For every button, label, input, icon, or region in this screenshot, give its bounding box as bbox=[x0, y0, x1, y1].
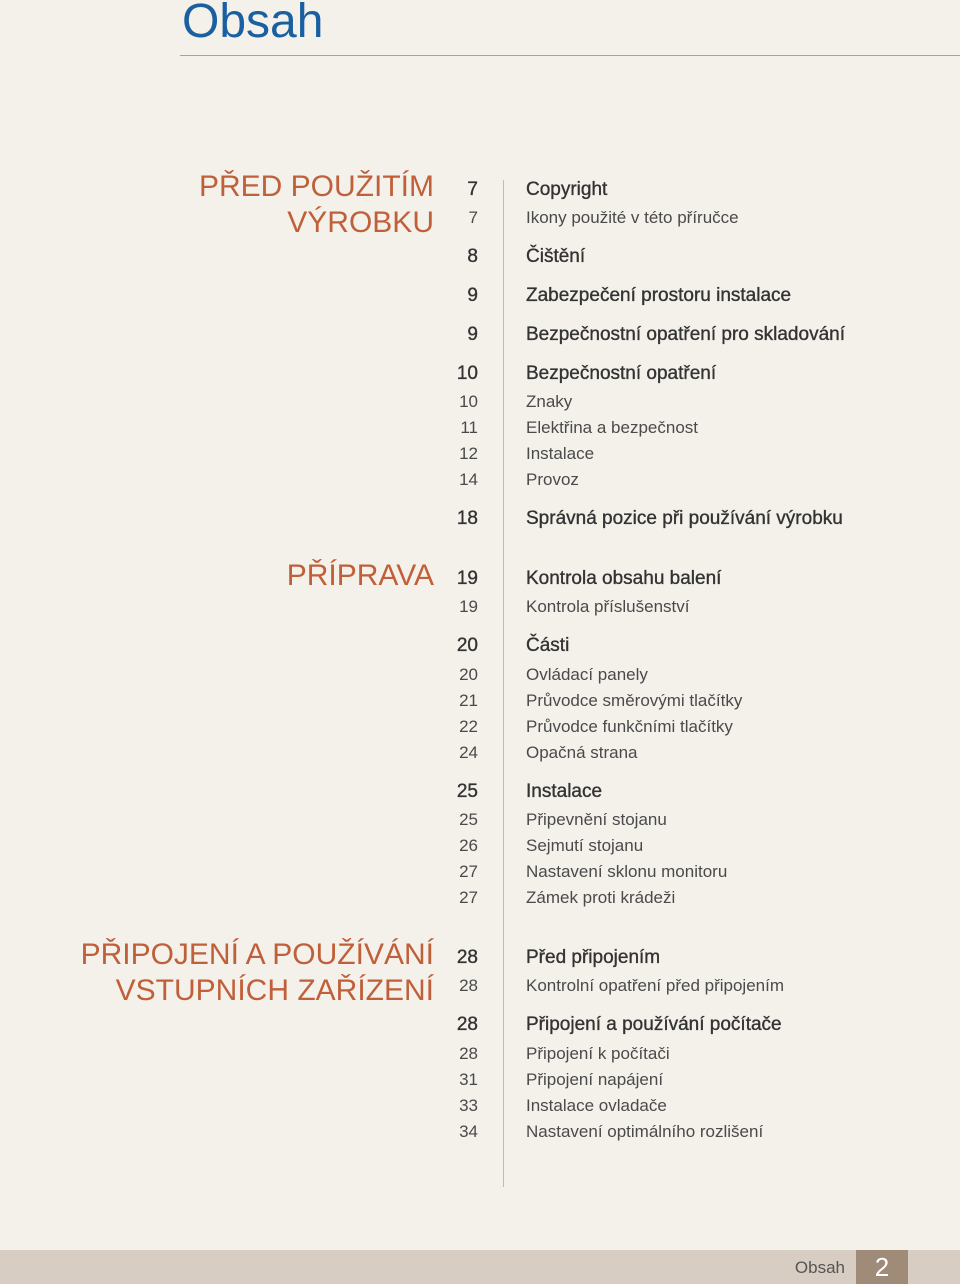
toc-page-number: 21 bbox=[459, 691, 478, 710]
toc-entry-title: Sejmutí stojanu bbox=[526, 836, 644, 855]
toc-entry-sub[interactable] bbox=[0, 441, 960, 467]
toc-entry-main[interactable] bbox=[0, 283, 960, 309]
toc-entry-title: Připojení k počítači bbox=[526, 1044, 670, 1063]
toc-entry-title: Kontrola příslušenství bbox=[526, 597, 690, 616]
toc-entry-sub[interactable] bbox=[0, 1041, 960, 1067]
toc-entry-sub[interactable] bbox=[0, 1119, 960, 1145]
toc-page-number: 26 bbox=[459, 836, 478, 855]
toc-entry-sub[interactable] bbox=[0, 833, 960, 859]
toc-entry-main[interactable] bbox=[0, 361, 960, 387]
toc-page-number: 28 bbox=[459, 1044, 478, 1063]
toc-entry-title: Nastavení optimálního rozlišení bbox=[526, 1122, 764, 1141]
toc-entry-title: Připojení napájení bbox=[526, 1070, 664, 1089]
page-footer bbox=[0, 1250, 960, 1284]
toc-page-number: 18 bbox=[456, 508, 478, 529]
toc-entry-title: Průvodce funkčními tlačítky bbox=[526, 717, 733, 736]
toc-page-number: 25 bbox=[459, 810, 478, 829]
toc-page-number: 28 bbox=[456, 947, 478, 968]
toc-page-number: 19 bbox=[459, 597, 478, 616]
toc-entry-main[interactable] bbox=[0, 1012, 960, 1038]
toc-entry-title: Opačná strana bbox=[526, 743, 638, 762]
toc-page-number: 24 bbox=[459, 743, 478, 762]
toc-page-number: 28 bbox=[456, 1014, 478, 1035]
toc-entry-sub[interactable] bbox=[0, 1067, 960, 1093]
toc-page-number: 11 bbox=[460, 418, 478, 437]
toc-page-number: 14 bbox=[459, 470, 478, 489]
toc-entry-sub[interactable] bbox=[0, 973, 960, 999]
toc-entry-title: Zabezpečení prostoru instalace bbox=[526, 285, 792, 306]
toc-entry-title: Znaky bbox=[526, 392, 573, 411]
toc-page-number: 7 bbox=[468, 208, 478, 227]
toc-entry-sub[interactable] bbox=[0, 807, 960, 833]
toc-entry-title: Kontrola obsahu balení bbox=[526, 568, 722, 589]
toc-entry-title: Průvodce směrovými tlačítky bbox=[526, 691, 743, 710]
section-heading-line: PŘÍPRAVA bbox=[286, 559, 434, 592]
toc-entry-title: Čištění bbox=[526, 246, 586, 267]
toc-entry-title: Provoz bbox=[526, 470, 579, 489]
toc-entry-title: Instalace bbox=[526, 781, 603, 802]
toc-page-number: 10 bbox=[456, 363, 478, 384]
section-heading-line: VÝROBKU bbox=[287, 206, 434, 239]
toc-page-number: 33 bbox=[459, 1096, 478, 1115]
toc-page-number: 12 bbox=[459, 444, 478, 463]
toc-entry-main[interactable] bbox=[0, 633, 960, 659]
footer-label: Obsah bbox=[794, 1258, 845, 1277]
toc-page-number: 19 bbox=[456, 568, 478, 589]
toc-entry-title: Připojení a používání počítače bbox=[526, 1014, 782, 1035]
toc-page-number: 34 bbox=[459, 1122, 478, 1141]
toc-entry-sub[interactable] bbox=[0, 885, 960, 911]
toc-entry-title: Nastavení sklonu monitoru bbox=[526, 862, 728, 881]
toc-entry-title: Připevnění stojanu bbox=[526, 810, 667, 829]
toc-entry-main[interactable] bbox=[0, 177, 960, 203]
toc-entry-sub[interactable] bbox=[0, 594, 960, 620]
toc-entry-title: Před připojením bbox=[526, 947, 661, 968]
section-heading-line: PŘIPOJENÍ A POUŽÍVÁNÍ bbox=[80, 938, 434, 971]
toc-entry-main[interactable] bbox=[0, 322, 960, 348]
toc-entry-sub[interactable] bbox=[0, 1093, 960, 1119]
toc-entry-main[interactable] bbox=[0, 779, 960, 805]
toc-entry-sub[interactable] bbox=[0, 415, 960, 441]
toc-page-number: 28 bbox=[459, 976, 478, 995]
toc-entry-main[interactable] bbox=[0, 506, 960, 532]
toc-page-number: 22 bbox=[459, 717, 478, 736]
toc-page-number: 20 bbox=[456, 635, 478, 656]
toc-entry-sub[interactable] bbox=[0, 467, 960, 493]
toc-entry-title: Zámek proti krádeži bbox=[526, 888, 676, 907]
toc-entry-title: Bezpečnostní opatření bbox=[526, 363, 717, 384]
toc-page-number: 27 bbox=[459, 862, 478, 881]
toc-page-number: 31 bbox=[459, 1070, 478, 1089]
toc-entry-title: Kontrolní opatření před připojením bbox=[526, 976, 784, 995]
section-heading-line: VSTUPNÍCH ZAŘÍZENÍ bbox=[115, 974, 434, 1007]
title-divider bbox=[180, 55, 960, 56]
toc-entry-main[interactable] bbox=[0, 945, 960, 971]
toc-entry-title: Správná pozice při používání výrobku bbox=[526, 508, 843, 529]
toc-entry-main[interactable] bbox=[0, 566, 960, 592]
toc-entry-sub[interactable] bbox=[0, 714, 960, 740]
toc-entry-main[interactable] bbox=[0, 244, 960, 270]
toc-page-number: 7 bbox=[467, 179, 478, 200]
toc-entry-title: Bezpečnostní opatření pro skladování bbox=[526, 324, 845, 345]
toc-entry-sub[interactable] bbox=[0, 389, 960, 415]
toc-page-number: 25 bbox=[456, 781, 478, 802]
footer-page-number: 2 bbox=[856, 1250, 908, 1284]
toc-entry-title: Instalace bbox=[526, 444, 595, 463]
toc-entry-sub[interactable] bbox=[0, 688, 960, 714]
toc-entry-sub[interactable] bbox=[0, 662, 960, 688]
toc-entry-title: Elektřina a bezpečnost bbox=[526, 418, 698, 437]
toc-entry-title: Instalace ovladače bbox=[526, 1096, 667, 1115]
toc-page-number: 20 bbox=[459, 665, 478, 684]
toc-entry-sub[interactable] bbox=[0, 859, 960, 885]
toc-entry-sub[interactable] bbox=[0, 205, 960, 231]
toc-entry-title: Copyright bbox=[526, 179, 608, 200]
toc-entry-title: Ikony použité v této příručce bbox=[526, 208, 739, 227]
toc-page-number: 27 bbox=[459, 888, 478, 907]
page-title: Obsah bbox=[182, 0, 324, 48]
toc-page-number: 8 bbox=[467, 246, 478, 267]
section-heading-line: PŘED POUŽITÍM bbox=[198, 170, 434, 203]
toc-page-number: 9 bbox=[467, 285, 478, 306]
toc-page-number: 10 bbox=[459, 392, 478, 411]
toc-entry-title: Části bbox=[526, 635, 570, 656]
toc-entry-sub[interactable] bbox=[0, 740, 960, 766]
toc-page-number: 9 bbox=[467, 324, 478, 345]
toc-entry-title: Ovládací panely bbox=[526, 665, 648, 684]
